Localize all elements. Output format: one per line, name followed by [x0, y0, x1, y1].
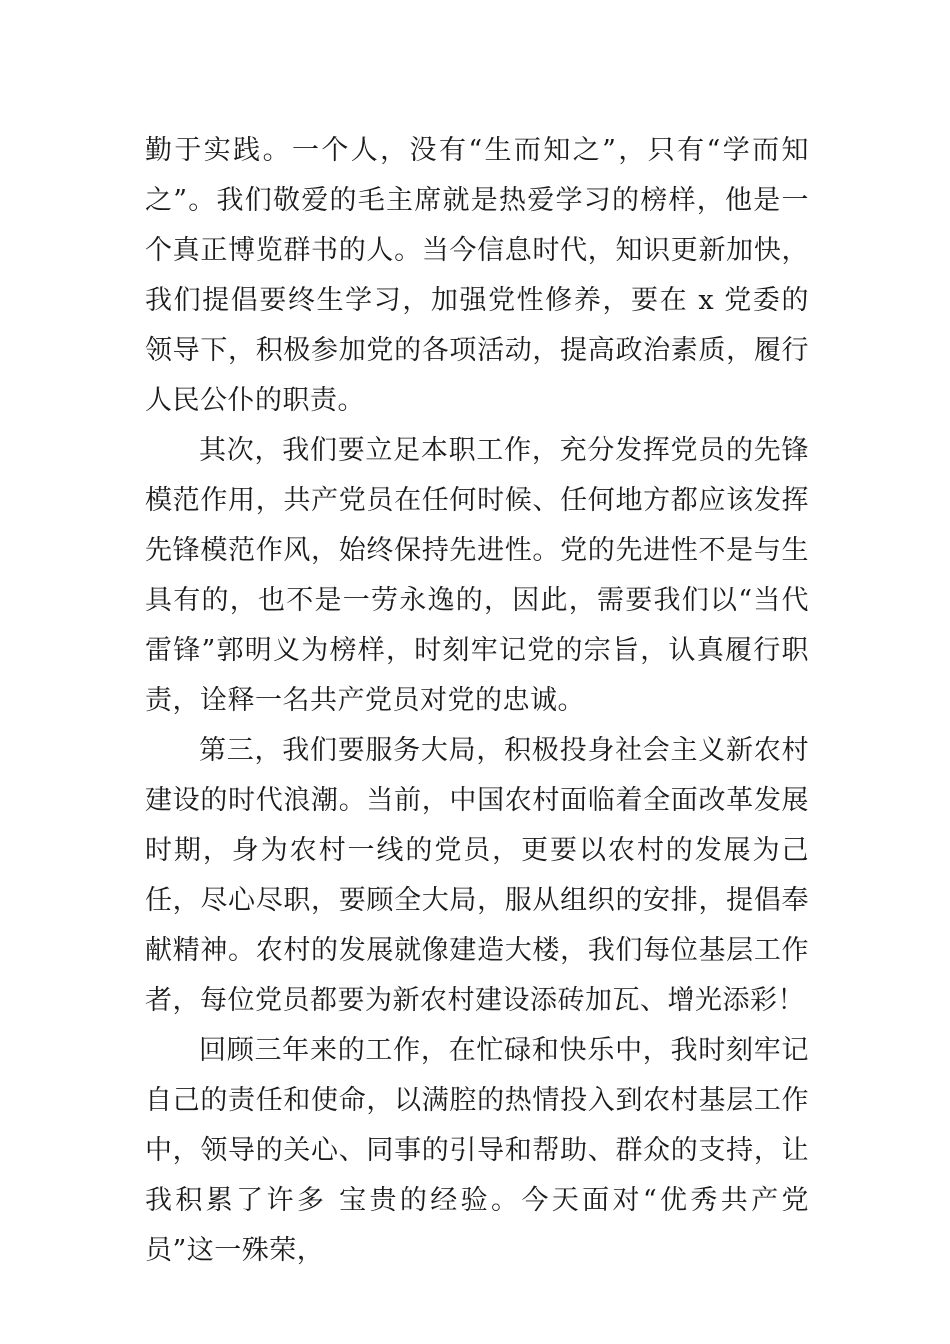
- paragraph-second-point: 其次，我们要立足本职工作，充分发挥党员的先锋模范作用，共产党员在任何时候、任何地方都应该发挥先锋模范作风，始终保持先进性。党的先进性不是与生具有的，也不是一劳永逸的，因此，需要我们以“当代雷锋”郭明义为榜样，时刻牢记党的宗旨，认真履行职责，诠释一名共产党员对党的忠诚。: [145, 435, 809, 716]
- paragraph-review: 回顾三年来的工作，在忙碌和快乐中，我时刻牢记自己的责任和使命，以满腔的热情投入到农村基层工作中，领导的关心、同事的引导和帮助、群众的支持，让我积累了许多 宝贵的经验。今天面对“优秀共产党员”这一殊荣，: [145, 1035, 809, 1266]
- paragraph-continuation: 勤于实践。一个人，没有“生而知之”，只有“学而知之”。我们敬爱的毛主席就是热爱学习的榜样，他是一个真正博览群书的人。当今信息时代，知识更新加快，我们提倡要终生学习，加强党性修养，要在 x 党委的领导下，积极参加党的各项活动，提高政治素质，履行人民公仆的职责。: [145, 135, 809, 416]
- paragraph-third-point: 第三，我们要服务大局，积极投身社会主义新农村建设的时代浪潮。当前，中国农村面临着全面改革发展时期，身为农村一线的党员，更要以农村的发展为己任，尽心尽职，要顾全大局，服从组织的安排，提倡奉献精神。农村的发展就像建造大楼，我们每位基层工作者，每位党员都要为新农村建设添砖加瓦、增光添彩！: [145, 735, 809, 1016]
- document-body: [145, 126, 809, 1276]
